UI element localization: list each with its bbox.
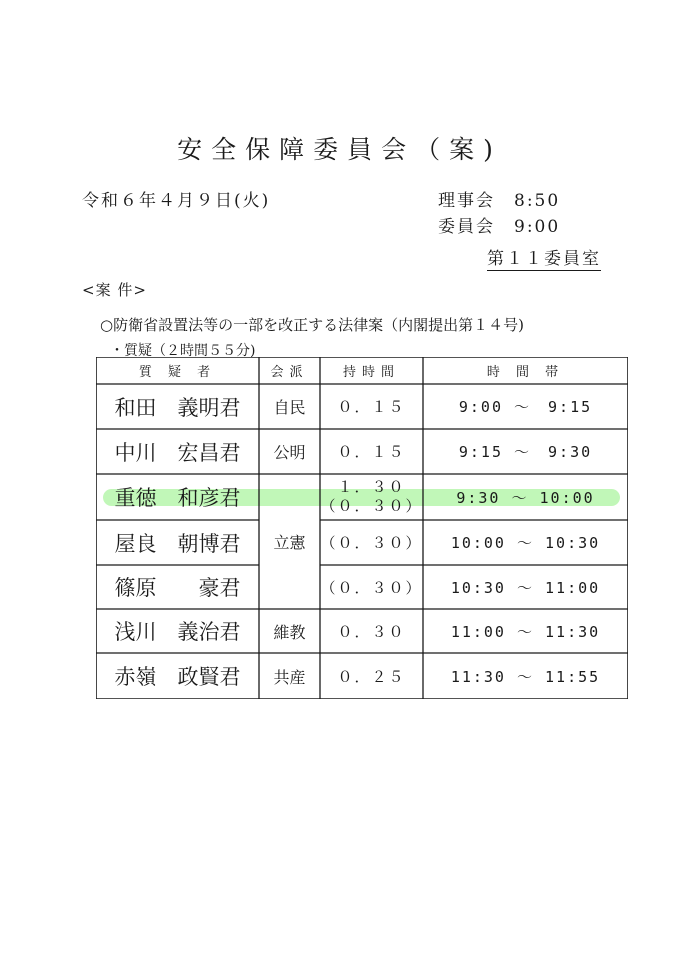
timeslot-cell: 11:30 〜 11:55	[450, 667, 601, 686]
questioner-name: 浅川 義治君	[114, 620, 241, 644]
questioner-name: 重徳 和彦君	[114, 486, 241, 510]
bill-title: ○防衛省設置法等の一部を改正する法律案（内閣提出第１４号)	[100, 316, 524, 334]
timeslot-cell: 9:30 〜 10:00	[456, 488, 595, 507]
schedule-label: 委員会	[438, 217, 495, 237]
timeslot-cell: 10:00 〜 10:30	[450, 534, 601, 552]
questioner-name: 屋良 朝博君	[114, 531, 241, 556]
meeting-room: 第１１委員室	[487, 244, 601, 271]
duration-cell	[320, 474, 423, 520]
faction-cell-merged: 立憲	[273, 533, 306, 552]
duration-cell: ０．３０	[337, 622, 406, 641]
schedule-time: 9:00	[514, 217, 561, 237]
duration-cell: （０．３０）	[320, 578, 423, 597]
schedule-directors	[438, 186, 560, 211]
agenda-label: <案 件>	[82, 281, 147, 299]
faction-cell: 共産	[273, 667, 306, 687]
header-questioner: 質 疑 者	[138, 365, 217, 380]
questioner-name: 赤嶺 政賢君	[114, 665, 241, 689]
timeslot-cell: 9:00 〜 9:15	[458, 398, 593, 416]
questioner-name: 篠原 豪君	[114, 576, 241, 600]
timeslot-cell: 10:30 〜 11:00	[450, 578, 601, 597]
header-faction: 会派	[270, 365, 309, 380]
qa-label: ・質疑（２時間５５分)	[110, 343, 256, 359]
schedule-time: 8:50	[514, 191, 561, 211]
questioner-name: 和田 義明君	[114, 395, 241, 420]
duration-cell: ０．２５	[337, 667, 406, 686]
timeslot-cell: 9:15 〜 9:30	[458, 443, 593, 461]
faction-cell: 公明	[273, 443, 306, 462]
duration-cell: ０．１５	[337, 398, 406, 416]
header-duration: 持時間	[342, 365, 400, 380]
timeslot-cell: 11:00 〜 11:30	[450, 622, 601, 641]
faction-cell: 自民	[273, 398, 306, 417]
duration-cell: （０．３０）	[320, 534, 423, 552]
document-title: 安全保障委員会（案)	[177, 135, 502, 164]
duration-total: １．３０	[337, 478, 406, 496]
questioner-name: 中川 宏昌君	[114, 440, 241, 465]
header-timeslot: 時 間 帯	[486, 365, 565, 380]
duration-cell: ０．１５	[337, 443, 406, 461]
schedule-label: 理事会	[438, 191, 495, 211]
schedule-committee	[438, 212, 560, 237]
questioner-table	[96, 357, 628, 699]
meeting-date: 令和６年４月９日(火)	[82, 191, 271, 211]
faction-cell: 維教	[273, 622, 306, 642]
duration-sub: （０．３０）	[320, 497, 423, 515]
